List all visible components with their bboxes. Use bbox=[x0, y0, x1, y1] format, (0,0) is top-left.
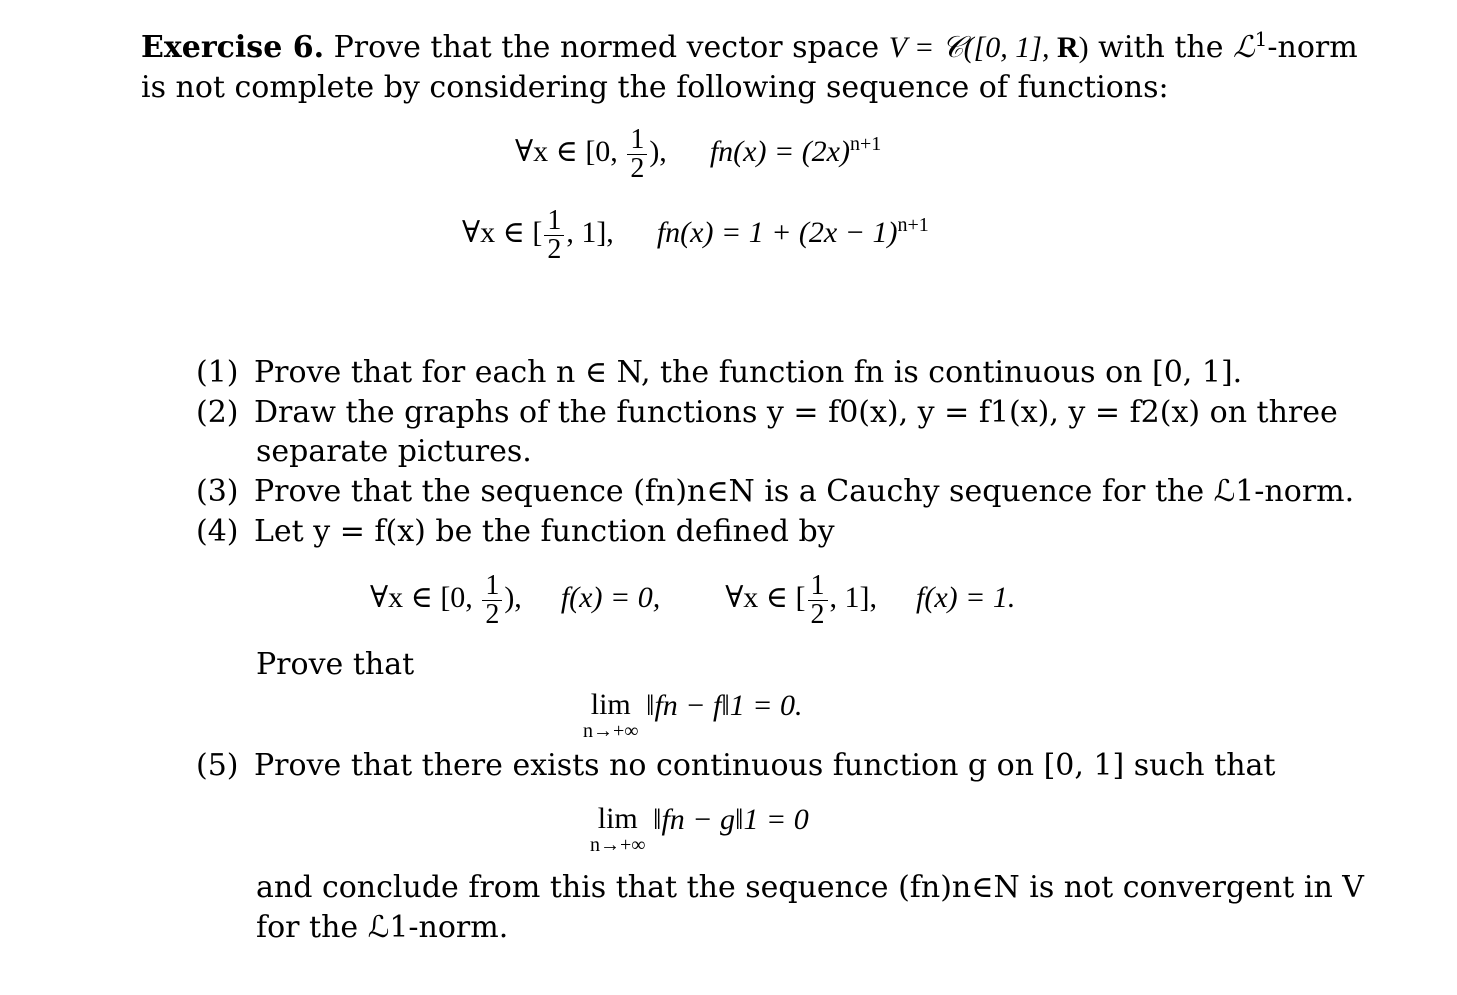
item-5-conclusion-line-1: and conclude from this that the sequence (fn)n∈N is not convergent in V bbox=[256, 870, 1364, 905]
fraction-one-half: $\frac{1}{2}$ bbox=[482, 572, 502, 629]
item-2-line-1: (2) Draw the graphs of the functions y = f0(x), y = f1(x), y = f2(x) on three bbox=[196, 395, 1338, 430]
item-5: (5) Prove that there exists no continuous function g on [0, 1] such that bbox=[196, 748, 1276, 783]
definition-fn-first-half: ∀x ∈ [0, $\frac{1}{2}$ ), $fn(x) = (2x)^{n+1}$ bbox=[515, 123, 882, 184]
exercise-statement-line-1: Exercise 6. Prove that the normed vector space V = 𝒞([0, 1], R) with the ℒ$^1$-norm bbox=[141, 27, 1358, 65]
definition-f: ∀x ∈ [0, $\frac{1}{2}$ ), f(x) = 0, ∀x ∈ [ $\frac{1}{2}$ , 1], f(x) = 1. bbox=[370, 569, 1016, 630]
item-2-line-2: separate pictures. bbox=[256, 434, 532, 469]
item-1: (1) Prove that for each n ∈ N, the function fn is continuous on [0, 1]. bbox=[196, 355, 1243, 390]
exercise-label: Exercise 6. bbox=[141, 30, 325, 65]
limit-fn-minus-f: lim n→+∞ ‖fn − f‖1 = 0. bbox=[583, 688, 803, 742]
item-4: (4) Let y = f(x) be the function defined by bbox=[196, 514, 835, 549]
item-3: (3) Prove that the sequence (fn)n∈N is a Cauchy sequence for the ℒ1-norm. bbox=[196, 474, 1355, 509]
definition-fn-second-half: ∀x ∈ [ $\frac{1}{2}$ , 1], $fn(x) = 1 + (2x - 1)^{n+1}$ bbox=[462, 204, 929, 265]
exercise-statement-line-2: is not complete by considering the following sequence of functions: bbox=[141, 70, 1169, 105]
fraction-one-half: $\frac{1}{2}$ bbox=[627, 126, 647, 183]
item-5-conclusion-line-2: for the ℒ1-norm. bbox=[256, 910, 509, 945]
limit-fn-minus-g: lim n→+∞ ‖fn − g‖1 = 0 bbox=[590, 802, 809, 856]
fraction-one-half: $\frac{1}{2}$ bbox=[544, 207, 564, 264]
item-4-prove-that: Prove that bbox=[256, 647, 415, 682]
fraction-one-half: $\frac{1}{2}$ bbox=[808, 572, 828, 629]
